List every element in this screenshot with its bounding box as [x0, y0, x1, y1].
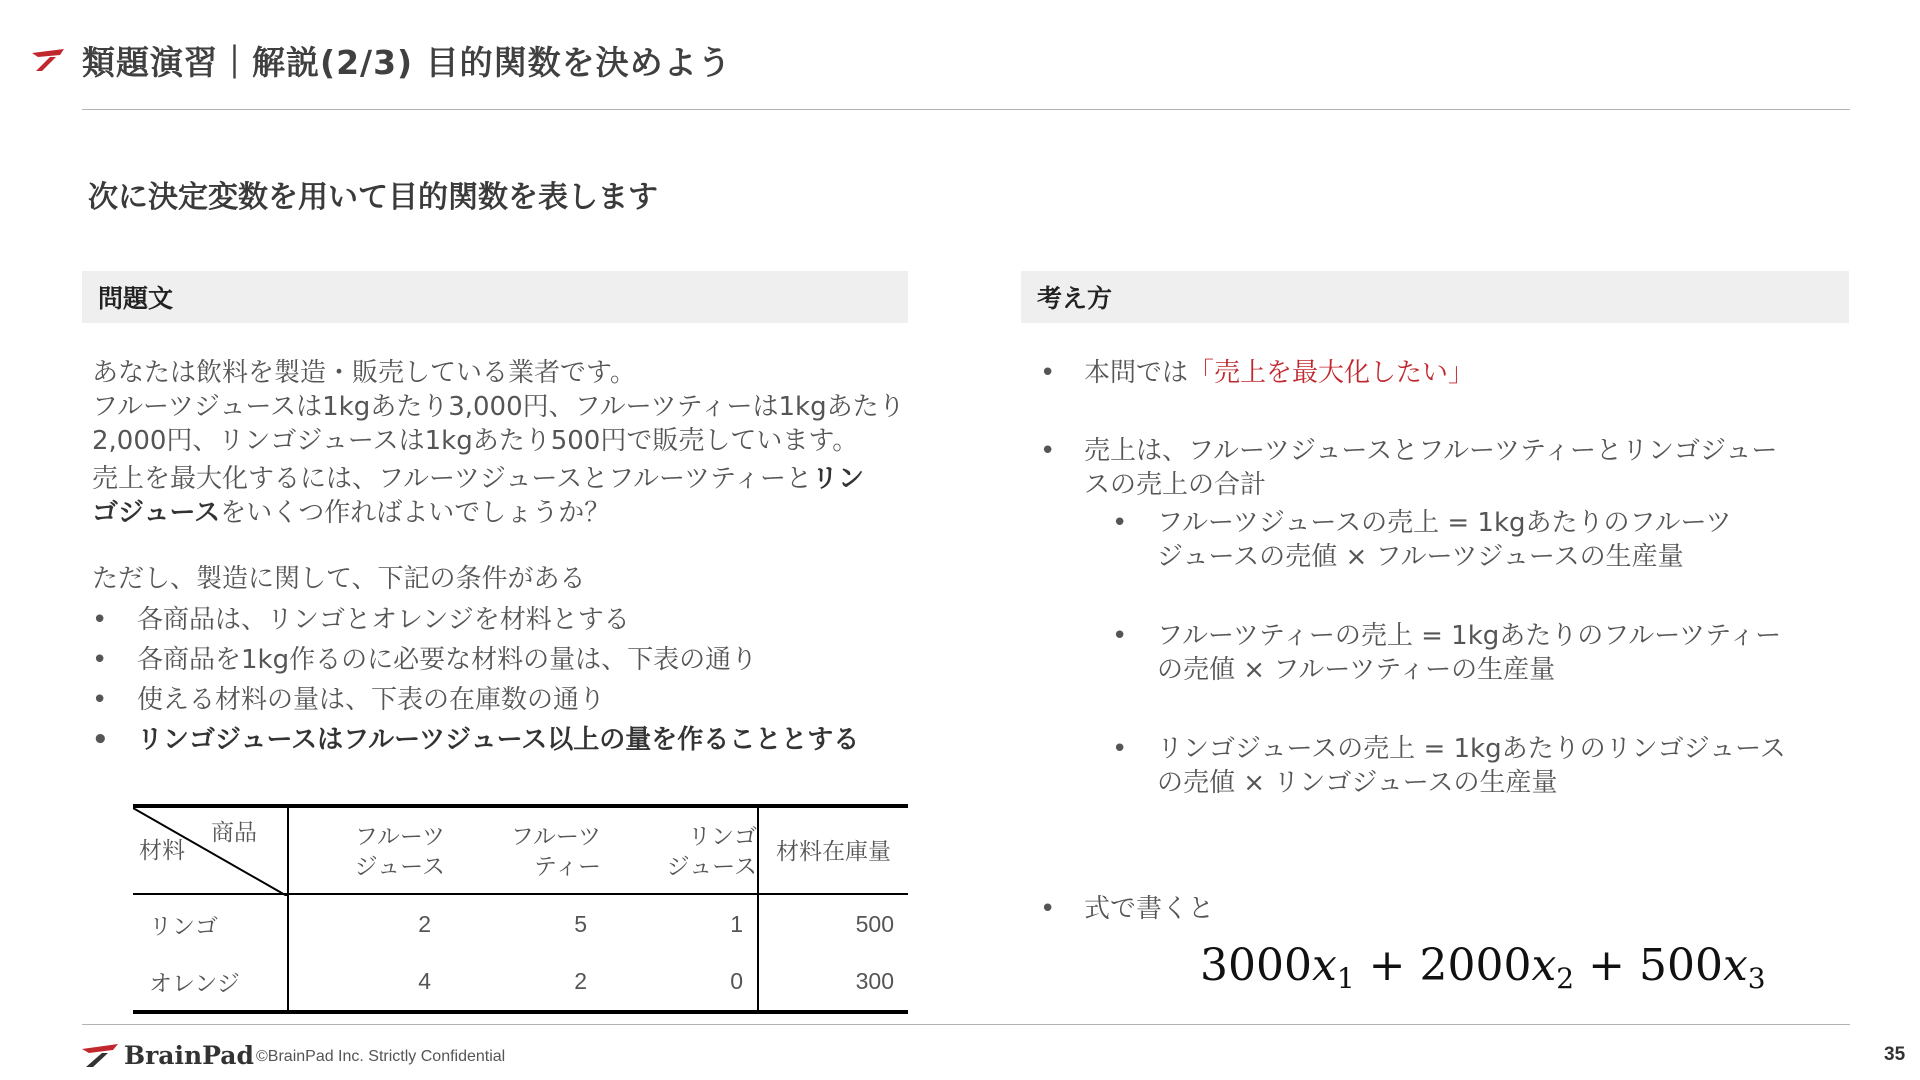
page-title: 類題演習｜解説(2/3) 目的関数を決めよう — [82, 42, 732, 82]
bullet-sales-total: • 売上は、フルーツジュースとフルーツティーとリンゴジュー スの売上の合計 — [1040, 434, 1860, 502]
footer-logo — [80, 1040, 254, 1070]
brand-logo-icon — [30, 47, 66, 73]
problem-line: フルーツジュースは1kgあたり3,000円、フルーツティーは1kgあたり — [92, 392, 905, 422]
row-label: オレンジ — [133, 953, 288, 1012]
title-divider — [82, 109, 1850, 110]
table-cell: 4 — [418, 968, 431, 994]
materials-table — [133, 804, 908, 1014]
bullet-goal — [1040, 356, 1860, 390]
copyright-text: ©BrainPad Inc. Strictly Confidential — [256, 1048, 506, 1065]
table-cell: 5 — [574, 910, 587, 937]
thinking-content — [1040, 350, 1860, 926]
question-bold: リン — [811, 464, 864, 494]
sub-bullet-fruit-juice: • フルーツジュースの売上 = 1kgあたりのフルーツ ジュースの売値 × フルーツジュースの生産量 — [1040, 506, 1860, 574]
problem-question — [92, 462, 972, 530]
problem-line: 2,000円、リンゴジュースは1kgあたり500円で販売しています。 — [92, 426, 859, 456]
problem-heading-label: 問題文 — [98, 284, 174, 313]
table-row — [133, 953, 908, 1012]
bullet-formula-intro: • 式で書くと — [1040, 892, 1860, 926]
stock-column-header: 材料在庫量 — [758, 806, 908, 894]
table-corner-cell — [133, 806, 288, 894]
table-cell: 2 — [418, 910, 431, 937]
problem-text — [92, 356, 972, 760]
corner-label-materials: 材料 — [139, 837, 185, 863]
table-cell: 1 — [730, 910, 743, 937]
stock-cell: 500 — [758, 894, 908, 953]
question-text: をいくつ作ればよいでしょうか？ — [220, 498, 611, 528]
conditions-list — [92, 600, 972, 760]
table-header-row — [133, 806, 908, 894]
objective-formula: $3000x_1 + 2000x_2 + 500x_3$ — [1200, 940, 1766, 995]
table-cell: 0 — [730, 968, 743, 994]
condition-item: • 使える材料の量は、下表の在庫数の通り — [92, 680, 972, 720]
table-cell: 2 — [574, 968, 587, 994]
title-row — [30, 36, 732, 84]
condition-item: • 各商品を1kg作るのに必要な材料の量は、下表の通り — [92, 640, 972, 680]
column-header: フルーツ ティー — [510, 822, 601, 879]
sub-bullet-fruit-tea: • フルーツティーの売上 = 1kgあたりのフルーツティー の売値 × フルーツティーの生産量 — [1040, 619, 1860, 687]
stock-cell: 300 — [758, 953, 908, 1012]
row-label: リンゴ — [133, 894, 288, 953]
corner-label-products: 商品 — [211, 819, 257, 845]
question-text: 売上を最大化するには、フルーツジュースとフルーツティーと — [92, 464, 812, 494]
slide-subtitle: 次に決定変数を用いて目的関数を表します — [88, 180, 658, 215]
goal-highlight: 「売上を最大化したい」 — [1188, 358, 1475, 388]
sub-bullet-apple-juice: • リンゴジュースの売上 = 1kgあたりのリンゴジュース の売値 × リンゴジュースの生産量 — [1040, 732, 1860, 800]
column-header: リンゴ ジュース — [666, 822, 757, 879]
problem-line: あなたは飲料を製造・販売している業者です。 — [92, 358, 636, 388]
condition-item: • リンゴジュースはフルーツジュース以上の量を作ることとする — [92, 720, 972, 760]
condition-item: • 各商品は、リンゴとオレンジを材料とする — [92, 600, 972, 640]
footer-divider — [82, 1024, 1850, 1025]
problem-heading — [82, 271, 908, 323]
thinking-heading-label: 考え方 — [1037, 284, 1113, 313]
brand-name: BrainPad — [124, 1040, 254, 1070]
page-number: 35 — [1884, 1044, 1906, 1065]
goal-prefix: 本問では — [1084, 358, 1189, 388]
column-header: フルーツ ジュース — [354, 822, 445, 879]
table-row — [133, 894, 908, 953]
question-bold: ゴジュース — [92, 498, 221, 528]
conditions-intro: ただし、製造に関して、下記の条件がある — [92, 564, 586, 594]
thinking-heading — [1021, 271, 1849, 323]
brainpad-logo-icon — [80, 1041, 120, 1069]
